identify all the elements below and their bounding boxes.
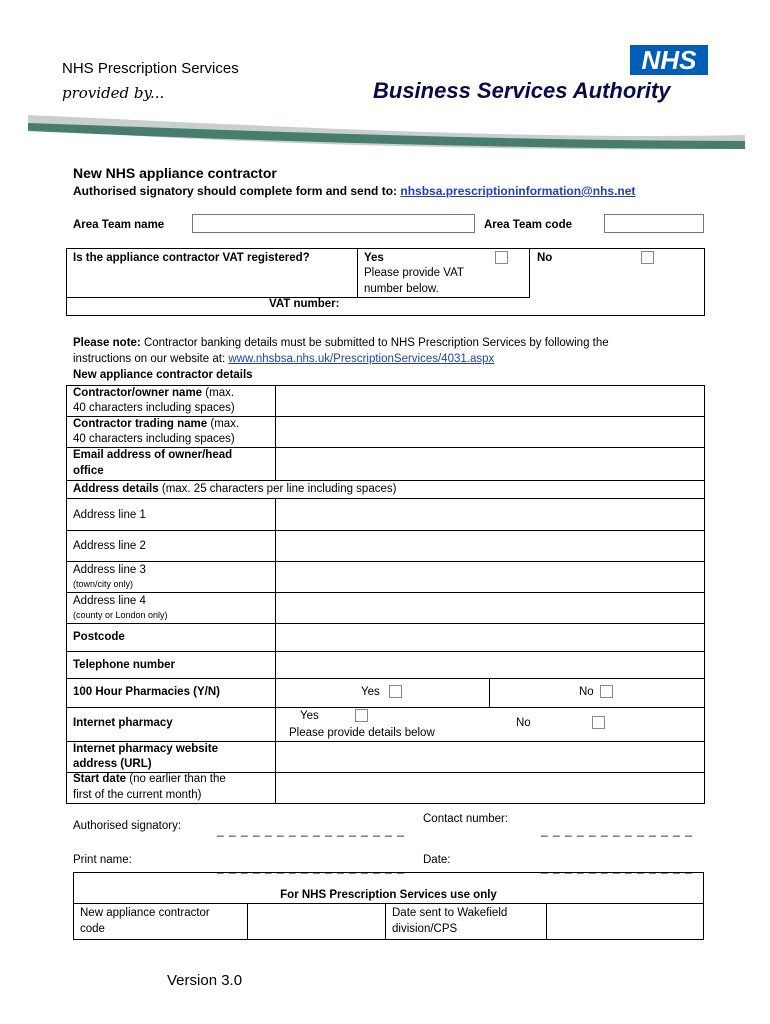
trading-name-label: Contractor trading name (max. xyxy=(73,418,240,430)
provided-by: provided by... xyxy=(62,84,165,102)
date-label: Date: xyxy=(423,854,451,866)
vat-question: Is the appliance contractor VAT registered? xyxy=(73,252,310,264)
area-team-code-label: Area Team code xyxy=(484,219,572,231)
start-date-label: Start date (no earlier than the xyxy=(73,773,226,785)
address-line-3-hint: (town/city only) xyxy=(73,579,134,589)
note-prefix: Please note: xyxy=(73,337,141,349)
date-line[interactable]: _ _ _ _ _ _ _ _ _ _ _ _ _ xyxy=(541,860,693,874)
contractor-code-label-1: New appliance contractor xyxy=(80,907,210,919)
trading-name-hint: 40 characters including spaces) xyxy=(73,433,235,445)
internet-no-checkbox[interactable] xyxy=(592,716,605,729)
area-team-code-input[interactable] xyxy=(604,214,704,233)
authorised-signatory-label: Authorised signatory: xyxy=(73,820,182,832)
office-use-heading: For NHS Prescription Services use only xyxy=(280,889,497,901)
start-date-hint: first of the current month) xyxy=(73,789,202,801)
address-line-4-label: Address line 4 xyxy=(73,595,146,607)
details-heading: New appliance contractor details xyxy=(73,369,253,381)
date-sent-input[interactable] xyxy=(547,904,703,939)
vat-yes-note-1: Please provide VAT xyxy=(364,267,464,279)
contractor-code-input[interactable] xyxy=(248,904,385,939)
vat-no-label: No xyxy=(537,252,553,264)
website-input[interactable] xyxy=(276,742,704,772)
date-sent-label-2: division/CPS xyxy=(392,923,458,935)
hour100-no-checkbox[interactable] xyxy=(600,685,613,698)
telephone-input[interactable] xyxy=(276,652,704,678)
hour100-yes-checkbox[interactable] xyxy=(389,685,402,698)
owner-name-input[interactable] xyxy=(276,386,704,416)
note-text: Contractor banking details must be submitted to NHS Prescription Services by following the xyxy=(143,337,609,349)
contact-number-line[interactable]: _ _ _ _ _ _ _ _ _ _ _ _ _ xyxy=(541,823,693,837)
email-link[interactable]: nhsbsa.prescriptioninformation@nhs.net xyxy=(400,184,636,198)
print-name-label: Print name: xyxy=(73,854,132,866)
hour100-no-label: No xyxy=(579,686,594,698)
internet-yes-note: Please provide details below xyxy=(289,727,435,739)
address-line-3-label: Address line 3 xyxy=(73,564,146,576)
address-details-label: Address details (max. 25 characters per line including spaces) xyxy=(73,483,397,495)
banking-note-2 xyxy=(73,352,494,368)
area-team-name-label: Area Team name xyxy=(73,219,165,231)
vat-yes-label: Yes xyxy=(364,252,384,264)
hour100-yes-label: Yes xyxy=(361,686,380,698)
postcode-input[interactable] xyxy=(276,624,704,651)
contractor-code-label-2: code xyxy=(80,923,105,935)
vat-yes-note-2: number below. xyxy=(364,283,439,295)
hour100-label: 100 Hour Pharmacies (Y/N) xyxy=(73,686,221,698)
vat-yes-checkbox[interactable] xyxy=(495,251,508,264)
contact-number-label: Contact number: xyxy=(423,813,509,825)
banking-note xyxy=(73,336,713,352)
vat-number-label: VAT number: xyxy=(269,298,340,310)
authorised-signatory-line[interactable]: _ _ _ _ _ _ _ _ _ _ _ _ _ _ _ _ xyxy=(217,823,405,837)
form-instruction xyxy=(73,184,635,200)
authority-name: Business Services Authority xyxy=(373,78,671,103)
website-label-2: address (URL) xyxy=(73,758,152,770)
email-input[interactable] xyxy=(276,448,704,480)
area-team-name-input[interactable] xyxy=(192,214,475,233)
email-label-2: office xyxy=(73,465,104,477)
owner-name-hint: 40 characters including spaces) xyxy=(73,402,235,414)
telephone-label: Telephone number xyxy=(73,659,176,671)
address-line-2-input[interactable] xyxy=(276,531,704,561)
form-title: New NHS appliance contractor xyxy=(73,165,277,181)
address-line-4-hint: (county or London only) xyxy=(73,610,168,620)
print-name-line[interactable]: _ _ _ _ _ _ _ _ _ _ _ _ _ _ _ _ xyxy=(217,860,405,874)
owner-name-label: Contractor/owner name (max. xyxy=(73,387,235,399)
header-swoosh xyxy=(0,105,770,155)
instruction-text: Authorised signatory should complete form and send to: xyxy=(73,184,398,198)
postcode-label: Postcode xyxy=(73,631,125,643)
address-line-1-input[interactable] xyxy=(276,499,704,530)
internet-yes-label: Yes xyxy=(300,710,319,722)
address-line-3-input[interactable] xyxy=(276,562,704,592)
version: Version 3.0 xyxy=(167,972,243,989)
internet-label: Internet pharmacy xyxy=(73,717,173,729)
address-line-2-label: Address line 2 xyxy=(73,540,146,552)
note-text-2: instructions on our website at: xyxy=(73,353,226,365)
vat-no-checkbox[interactable] xyxy=(641,251,654,264)
date-sent-label-1: Date sent to Wakefield xyxy=(392,907,508,919)
start-date-input[interactable] xyxy=(276,773,704,803)
nhs-logo: NHS xyxy=(630,45,708,75)
header xyxy=(0,0,770,160)
internet-no-label: No xyxy=(516,717,531,729)
internet-yes-checkbox[interactable] xyxy=(355,709,368,722)
address-line-1-label: Address line 1 xyxy=(73,509,146,521)
org-name: NHS Prescription Services xyxy=(62,60,239,77)
website-label-1: Internet pharmacy website xyxy=(73,743,219,755)
vat-number-input[interactable] xyxy=(357,298,704,315)
trading-name-input[interactable] xyxy=(276,417,704,447)
website-link[interactable]: www.nhsbsa.nhs.uk/PrescriptionServices/4031.aspx xyxy=(228,353,495,365)
email-label-1: Email address of owner/head xyxy=(73,449,233,461)
address-line-4-input[interactable] xyxy=(276,593,704,623)
